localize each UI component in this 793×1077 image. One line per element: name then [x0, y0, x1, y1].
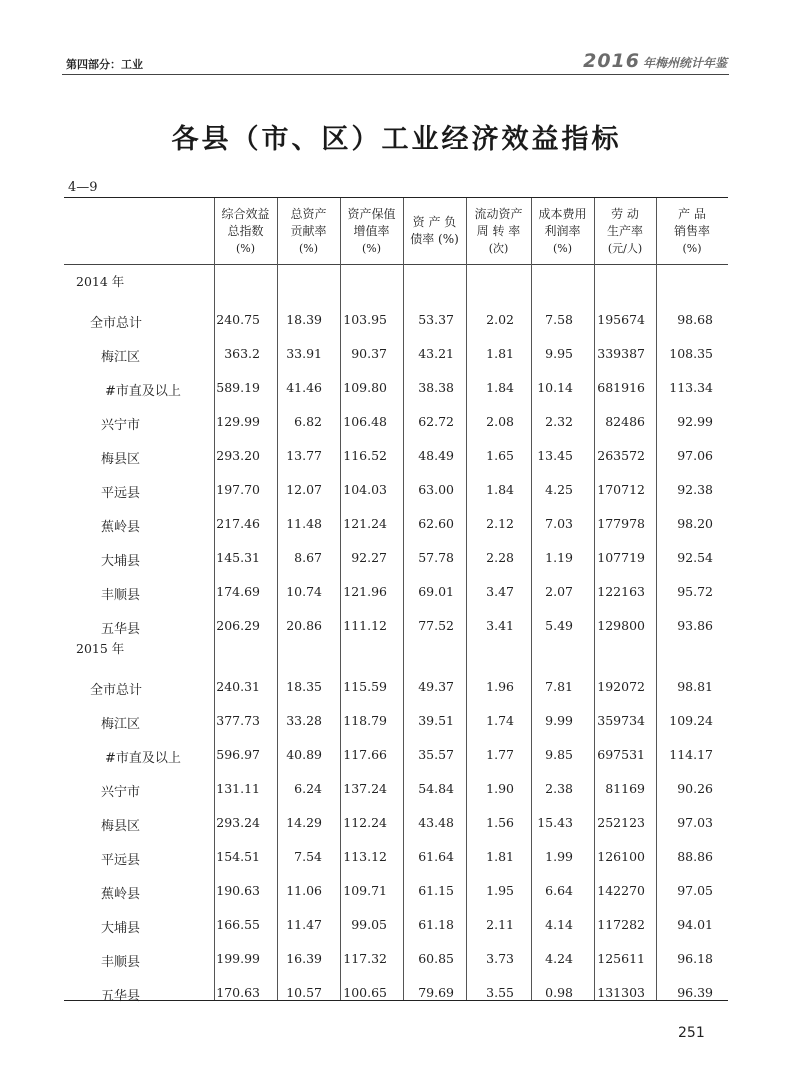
column-header: [656, 200, 728, 262]
table-cell: 2.38: [545, 781, 573, 796]
table-cell: 1.84: [486, 380, 514, 395]
table-cell: 97.03: [677, 815, 713, 830]
table-cell: 2.11: [486, 917, 514, 932]
row-label: 梅江区: [101, 717, 141, 732]
table-cell: 41.46: [286, 380, 322, 395]
table-cell: 142270: [597, 883, 645, 898]
row-label: 梅江区: [101, 350, 141, 365]
table-cell: 9.99: [545, 713, 573, 728]
row-label: 梅县区: [101, 819, 141, 834]
table-cell: 170.63: [216, 985, 260, 1000]
table-cell: 145.31: [216, 550, 260, 565]
column-header: [214, 200, 277, 262]
column-header: [594, 200, 656, 262]
table-cell: 117.32: [343, 951, 387, 966]
table-cell: 90.37: [351, 346, 387, 361]
table-cell: 174.69: [216, 584, 260, 599]
table-row: [0, 576, 793, 610]
row-label: 五华县: [101, 989, 141, 1004]
table-row: [0, 705, 793, 739]
year-label: 2014 年: [76, 274, 125, 289]
row-label: 蕉岭县: [101, 887, 141, 902]
table-cell: 11.06: [286, 883, 322, 898]
table-cell: 1.81: [486, 849, 514, 864]
table-cell: 15.43: [537, 815, 573, 830]
table-row: [0, 909, 793, 943]
table-cell: 116.52: [343, 448, 387, 463]
table-cell: 54.84: [418, 781, 454, 796]
running-header: [62, 52, 729, 74]
table-cell: 40.89: [286, 747, 322, 762]
table-cell: 92.27: [351, 550, 387, 565]
row-label: 平远县: [101, 853, 141, 868]
table-cell: 1.96: [486, 679, 514, 694]
table-cell: 117.66: [343, 747, 387, 762]
column-header-line: 总指数: [227, 223, 264, 238]
column-header: [466, 200, 531, 262]
table-cell: 177978: [597, 516, 645, 531]
table-cell: 90.26: [677, 781, 713, 796]
column-header: [277, 200, 340, 262]
table-cell: 199.99: [216, 951, 260, 966]
table-cell: 63.00: [418, 482, 454, 497]
table-cell: 131.11: [216, 781, 260, 796]
table-cell: 112.24: [343, 815, 387, 830]
table-cell: 122163: [597, 584, 645, 599]
table-row: [0, 542, 793, 576]
column-header-line: 增值率: [353, 223, 390, 238]
table-cell: 4.24: [545, 951, 573, 966]
table-id: 4—9: [68, 180, 98, 195]
table-cell: 57.78: [418, 550, 454, 565]
table-cell: 99.05: [351, 917, 387, 932]
table-cell: 8.67: [294, 550, 322, 565]
row-label: 兴宁市: [101, 785, 141, 800]
table-cell: 1.77: [486, 747, 514, 762]
table-cell: 12.07: [286, 482, 322, 497]
row-label: 大埔县: [101, 921, 141, 936]
table-cell: 121.96: [343, 584, 387, 599]
table-row: [0, 807, 793, 841]
table-cell: 339387: [597, 346, 645, 361]
table-cell: 166.55: [216, 917, 260, 932]
table-cell: 20.86: [286, 618, 322, 633]
table-cell: 240.31: [216, 679, 260, 694]
column-header-line: (%): [361, 241, 382, 255]
table-cell: 0.98: [545, 985, 573, 1000]
table-cell: 53.37: [418, 312, 454, 327]
column-header-line: 销售率: [673, 223, 710, 238]
table-cell: 1.56: [486, 815, 514, 830]
yearbook-name: 年梅州统计年鉴: [642, 56, 727, 70]
table-cell: 129.99: [216, 414, 260, 429]
table-cell: 38.38: [418, 380, 454, 395]
table-cell: 13.77: [286, 448, 322, 463]
table-cell: 3.41: [486, 618, 514, 633]
table-cell: 126100: [597, 849, 645, 864]
table-row: [0, 841, 793, 875]
table-cell: 596.97: [216, 747, 260, 762]
table-cell: 11.47: [286, 917, 322, 932]
table-cell: 1.84: [486, 482, 514, 497]
column-header-line: (%): [682, 241, 702, 255]
table-cell: 95.72: [677, 584, 713, 599]
table-cell: 2.07: [545, 584, 573, 599]
table-cell: 107719: [597, 550, 645, 565]
table-cell: 192072: [597, 679, 645, 694]
table-cell: 1.65: [486, 448, 514, 463]
table-cell: 293.24: [216, 815, 260, 830]
column-header-line: (次): [488, 241, 509, 255]
row-label: #市直及以上: [105, 751, 181, 766]
table-cell: 117282: [597, 917, 645, 932]
table-cell: 92.54: [677, 550, 713, 565]
table-cell: 96.18: [677, 951, 713, 966]
table-cell: 2.12: [486, 516, 514, 531]
table-cell: 170712: [597, 482, 645, 497]
table-cell: 2.28: [486, 550, 514, 565]
table-cell: 118.79: [343, 713, 387, 728]
table-cell: 1.81: [486, 346, 514, 361]
table-cell: 697531: [597, 747, 645, 762]
row-label: 五华县: [101, 622, 141, 637]
table-cell: 93.86: [677, 618, 713, 633]
table-cell: 33.91: [286, 346, 322, 361]
row-label: 梅县区: [101, 452, 141, 467]
table-cell: 154.51: [216, 849, 260, 864]
table-cell: 9.95: [545, 346, 573, 361]
table-cell: 252123: [597, 815, 645, 830]
table-cell: 94.01: [677, 917, 713, 932]
column-header-line: 资 产 负: [412, 215, 457, 229]
table-cell: 98.20: [677, 516, 713, 531]
table-cell: 77.52: [418, 618, 454, 633]
table-cell: 61.64: [418, 849, 454, 864]
table-cell: 1.19: [545, 550, 573, 565]
table-cell: 121.24: [343, 516, 387, 531]
row-label: #市直及以上: [105, 384, 181, 399]
column-header-line: 利润率: [544, 223, 581, 238]
row-label: 大埔县: [101, 554, 141, 569]
table-cell: 197.70: [216, 482, 260, 497]
table-cell: 3.55: [486, 985, 514, 1000]
table-cell: 293.20: [216, 448, 260, 463]
column-header-line: 债率 (%): [410, 232, 459, 246]
table-cell: 3.47: [486, 584, 514, 599]
table-cell: 114.17: [669, 747, 713, 762]
table-row: [0, 406, 793, 440]
page-title: 各县（市、区）工业经济效益指标: [171, 124, 622, 155]
table-cell: 131303: [597, 985, 645, 1000]
table-cell: 1.90: [486, 781, 514, 796]
row-label: 丰顺县: [101, 955, 141, 970]
row-label: 全市总计: [90, 316, 143, 331]
table-cell: 103.95: [343, 312, 387, 327]
table-header-rule: [64, 264, 728, 265]
table-cell: 92.38: [677, 482, 713, 497]
table-cell: 39.51: [418, 713, 454, 728]
table-cell: 98.68: [677, 312, 713, 327]
table-cell: 4.14: [545, 917, 573, 932]
table-cell: 79.69: [418, 985, 454, 1000]
column-header-line: (%): [235, 241, 256, 255]
table-cell: 106.48: [343, 414, 387, 429]
table-row: [0, 372, 793, 406]
table-cell: 10.57: [286, 985, 322, 1000]
table-cell: 5.49: [545, 618, 573, 633]
table-cell: 96.39: [677, 985, 713, 1000]
section-label: 第四部分：工业: [66, 58, 143, 71]
column-header-line: (元/人): [607, 241, 643, 255]
table-cell: 62.72: [418, 414, 454, 429]
table-cell: 2.02: [486, 312, 514, 327]
column-header: [340, 200, 403, 262]
table-cell: 681916: [597, 380, 645, 395]
table-cell: 97.05: [677, 883, 713, 898]
table-row: [0, 440, 793, 474]
table-cell: 4.25: [545, 482, 573, 497]
table-cell: 363.2: [224, 346, 260, 361]
table-cell: 6.24: [294, 781, 322, 796]
row-label: 蕉岭县: [101, 520, 141, 535]
column-header-line: 劳 动: [611, 206, 639, 221]
table-row: [0, 304, 793, 338]
table-row: [0, 977, 793, 1011]
table-cell: 113.34: [669, 380, 713, 395]
table-cell: 97.06: [677, 448, 713, 463]
row-label: 全市总计: [90, 683, 143, 698]
table-cell: 43.48: [418, 815, 454, 830]
table-cell: 240.75: [216, 312, 260, 327]
table-row: [0, 671, 793, 705]
table-row: [0, 875, 793, 909]
table-cell: 104.03: [343, 482, 387, 497]
row-label: 平远县: [101, 486, 141, 501]
column-header-line: 生产率: [606, 223, 643, 238]
table-cell: 3.73: [486, 951, 514, 966]
table-cell: 111.12: [343, 618, 387, 633]
table-cell: 115.59: [343, 679, 387, 694]
table-cell: 125611: [597, 951, 645, 966]
table-cell: 137.24: [343, 781, 387, 796]
column-header-line: (%): [552, 241, 573, 255]
table-row: [0, 508, 793, 542]
table-cell: 10.14: [537, 380, 573, 395]
table-cell: 2.32: [545, 414, 573, 429]
table-cell: 1.74: [486, 713, 514, 728]
column-header-line: 贡献率: [290, 223, 327, 238]
column-header-line: (%): [298, 241, 319, 255]
table-cell: 43.21: [418, 346, 454, 361]
table-cell: 10.74: [286, 584, 322, 599]
table-cell: 108.35: [669, 346, 713, 361]
table-cell: 48.49: [418, 448, 454, 463]
table-cell: 2.08: [486, 414, 514, 429]
column-header-line: 资产保值: [347, 206, 396, 221]
table-top-rule: [64, 197, 728, 198]
table-cell: 69.01: [418, 584, 454, 599]
table-cell: 589.19: [216, 380, 260, 395]
table-cell: 81169: [605, 781, 645, 796]
table-cell: 60.85: [418, 951, 454, 966]
table-cell: 217.46: [216, 516, 260, 531]
table-cell: 62.60: [418, 516, 454, 531]
row-label: 丰顺县: [101, 588, 141, 603]
row-label: 兴宁市: [101, 418, 141, 433]
column-header-line: 流动资产: [474, 206, 523, 221]
table-cell: 88.86: [677, 849, 713, 864]
column-header: [403, 200, 466, 262]
table-cell: 263572: [597, 448, 645, 463]
table-cell: 14.29: [286, 815, 322, 830]
table-cell: 206.29: [216, 618, 260, 633]
table-cell: 359734: [597, 713, 645, 728]
table-cell: 18.35: [286, 679, 322, 694]
yearbook-title: [583, 50, 727, 72]
table-cell: 92.99: [677, 414, 713, 429]
table-row: [0, 474, 793, 508]
table-row: [0, 338, 793, 372]
table-row: [0, 943, 793, 977]
table-cell: 195674: [597, 312, 645, 327]
column-header: [531, 200, 594, 262]
table-cell: 6.64: [545, 883, 573, 898]
table-cell: 7.03: [545, 516, 573, 531]
page-number: 251: [678, 1025, 705, 1041]
year-label: 2015 年: [76, 641, 125, 656]
column-header-line: 周 转 率: [476, 223, 521, 238]
table-cell: 100.65: [343, 985, 387, 1000]
table-cell: 9.85: [545, 747, 573, 762]
table-cell: 109.24: [669, 713, 713, 728]
column-header-line: 成本费用: [538, 206, 587, 221]
table-cell: 16.39: [286, 951, 322, 966]
table-cell: 7.54: [294, 849, 322, 864]
table-cell: 1.99: [545, 849, 573, 864]
table-cell: 1.95: [486, 883, 514, 898]
table-cell: 61.18: [418, 917, 454, 932]
table-cell: 113.12: [343, 849, 387, 864]
table-cell: 109.80: [343, 380, 387, 395]
table-cell: 18.39: [286, 312, 322, 327]
header-rule: [62, 74, 729, 75]
table-cell: 82486: [605, 414, 645, 429]
table-cell: 35.57: [418, 747, 454, 762]
yearbook-year: 2016: [583, 50, 640, 72]
table-cell: 13.45: [537, 448, 573, 463]
table-cell: 377.73: [216, 713, 260, 728]
column-header-line: 总资产: [290, 206, 327, 221]
table-cell: 129800: [597, 618, 645, 633]
table-row: [0, 739, 793, 773]
table-cell: 7.58: [545, 312, 573, 327]
table-cell: 11.48: [286, 516, 322, 531]
column-header-line: 综合效益: [221, 206, 270, 221]
table-cell: 98.81: [677, 679, 713, 694]
table-cell: 6.82: [294, 414, 322, 429]
table-cell: 49.37: [418, 679, 454, 694]
table-cell: 61.15: [418, 883, 454, 898]
table-row: [0, 773, 793, 807]
column-header-line: 产 品: [678, 206, 706, 221]
table-cell: 33.28: [286, 713, 322, 728]
table-cell: 190.63: [216, 883, 260, 898]
table-cell: 7.81: [545, 679, 573, 694]
table-cell: 109.71: [343, 883, 387, 898]
